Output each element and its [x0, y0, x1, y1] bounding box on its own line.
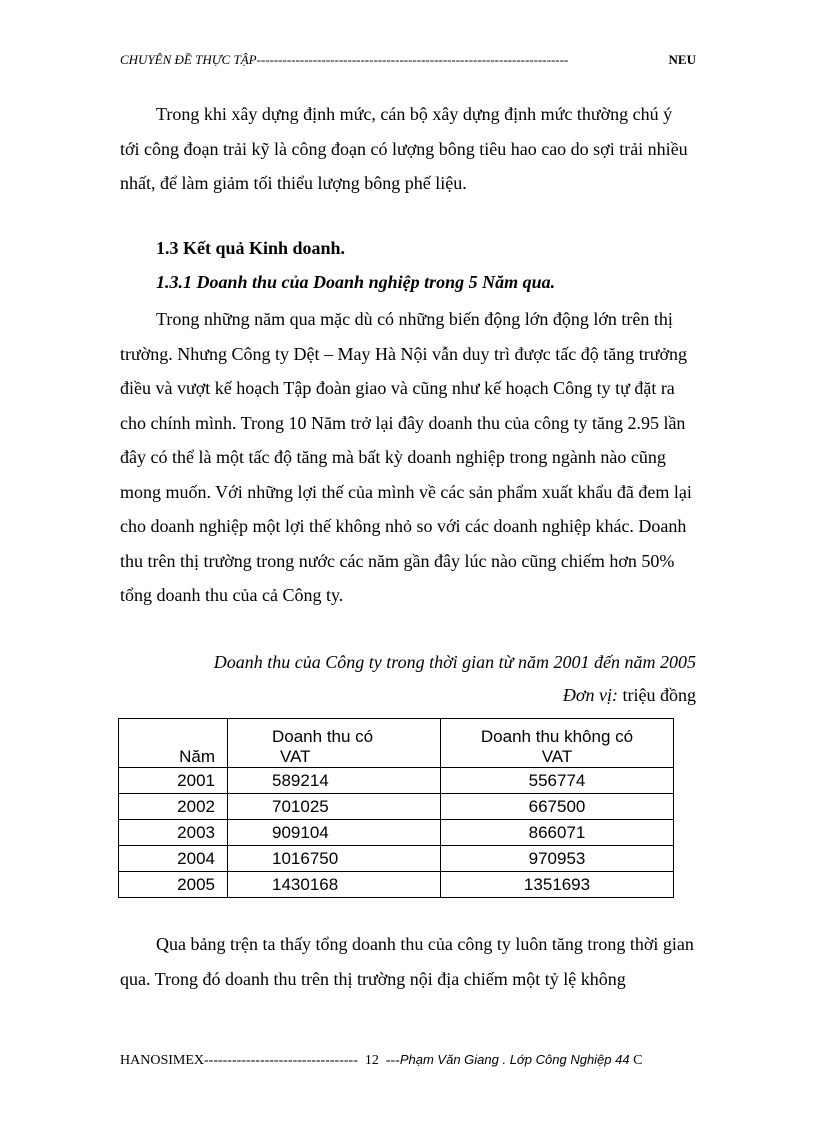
paragraph-2: Trong những năm qua mặc dù có những biến động lớn động lớn trên thị trường. Nhưng Công ty Dệt – May Hà Nội vẫn duy trì được tấc độ tăng trưởng điều và vượt kế hoạch Tập đoàn giao và cũng như kế hoạch Công ty tự đặt ra cho chính mình. Trong 10 Năm trở lại đây doanh thu của công ty tăng 2.95 lần đây có thể là một tấc độ tăng mà bất kỳ doanh nghiệp trong ngành nào cũng mong muốn. Với những lợi thế của mình về các sản phẩm xuất khẩu đã đem lại cho doanh nghiệp một lợi thế không nhỏ so với các doanh nghiệp khác. Doanh thu trên thị trường trong nước các năm gần đây lúc nào cũng chiếm hơn 50% tổng doanh thu của cả Công ty.: [120, 309, 692, 605]
unit-label: [563, 685, 696, 706]
footer-left: HANOSIMEX: [120, 1053, 204, 1068]
table-row: [119, 846, 674, 872]
footer-author: Phạm Văn Giang . Lớp Công Nghiệp 44: [399, 1052, 630, 1067]
cell-with-vat: 701025: [228, 794, 441, 820]
cell-year: 2001: [119, 768, 228, 794]
header-title: CHUYÊN ĐỀ THỰC TẬP: [120, 52, 257, 67]
unit-value: triệu đồng: [618, 685, 696, 705]
cell-without-vat: 556774: [441, 768, 674, 794]
header-with-vat-line1: Doanh thu có: [272, 727, 374, 746]
paragraph-1: Trong khi xây dựng định mức, cán bộ xây dựng định mức thường chú ý tới công đoạn trải kỹ là công đoạn có lượng bông tiêu hao cao do sợi trải nhiều nhất, để làm giảm tối thiểu lượng bông phế liệu.: [120, 104, 688, 193]
section-heading: 1.3 Kết quả Kinh doanh.: [156, 238, 346, 258]
table-header-row: [119, 719, 674, 768]
subsection-heading: 1.3.1 Doanh thu của Doanh nghiệp trong 5 Năm qua.: [156, 272, 556, 292]
table-row: [119, 794, 674, 820]
table-caption: Doanh thu của Công ty trong thời gian từ năm 2001 đến năm 2005: [213, 652, 696, 672]
header-dashes: ------------------------------------------------------------------------: [256, 52, 569, 67]
cell-without-vat: 1351693: [441, 872, 674, 898]
table-row: [119, 820, 674, 846]
cell-year: 2005: [119, 872, 228, 898]
cell-with-vat: 589214: [228, 768, 441, 794]
cell-year: 2002: [119, 794, 228, 820]
header-without-vat-line2: VAT: [541, 747, 573, 766]
page-header: [120, 52, 696, 70]
paragraph-3: Qua bảng trện ta thấy tổng doanh thu của công ty luôn tăng trong thời gian qua. Trong đó doanh thu trên thị trường nội địa chiếm một tỷ lệ không: [120, 934, 694, 989]
footer-suffix: C: [633, 1053, 643, 1068]
page-number: 12: [364, 1053, 379, 1068]
header-year-label: Năm: [179, 747, 215, 766]
unit-label-text: Đơn vị:: [562, 685, 618, 705]
header-right: NEU: [668, 52, 696, 67]
footer-dashes-2: ---: [385, 1053, 400, 1068]
cell-without-vat: 970953: [441, 846, 674, 872]
table-row: [119, 768, 674, 794]
page-footer: [120, 1052, 696, 1069]
header-with-vat: [228, 719, 441, 768]
cell-with-vat: 1430168: [228, 872, 441, 898]
cell-without-vat: 667500: [441, 794, 674, 820]
table-row: [119, 872, 674, 898]
cell-year: 2003: [119, 820, 228, 846]
header-without-vat-line1: Doanh thu không có: [480, 727, 634, 746]
header-with-vat-line2: VAT: [280, 747, 311, 766]
header-year: [119, 719, 228, 768]
footer-dashes: ---------------------------------: [204, 1053, 358, 1068]
header-without-vat: [441, 719, 674, 768]
cell-without-vat: 866071: [441, 820, 674, 846]
revenue-table: [118, 718, 674, 898]
cell-with-vat: 1016750: [228, 846, 441, 872]
cell-with-vat: 909104: [228, 820, 441, 846]
cell-year: 2004: [119, 846, 228, 872]
